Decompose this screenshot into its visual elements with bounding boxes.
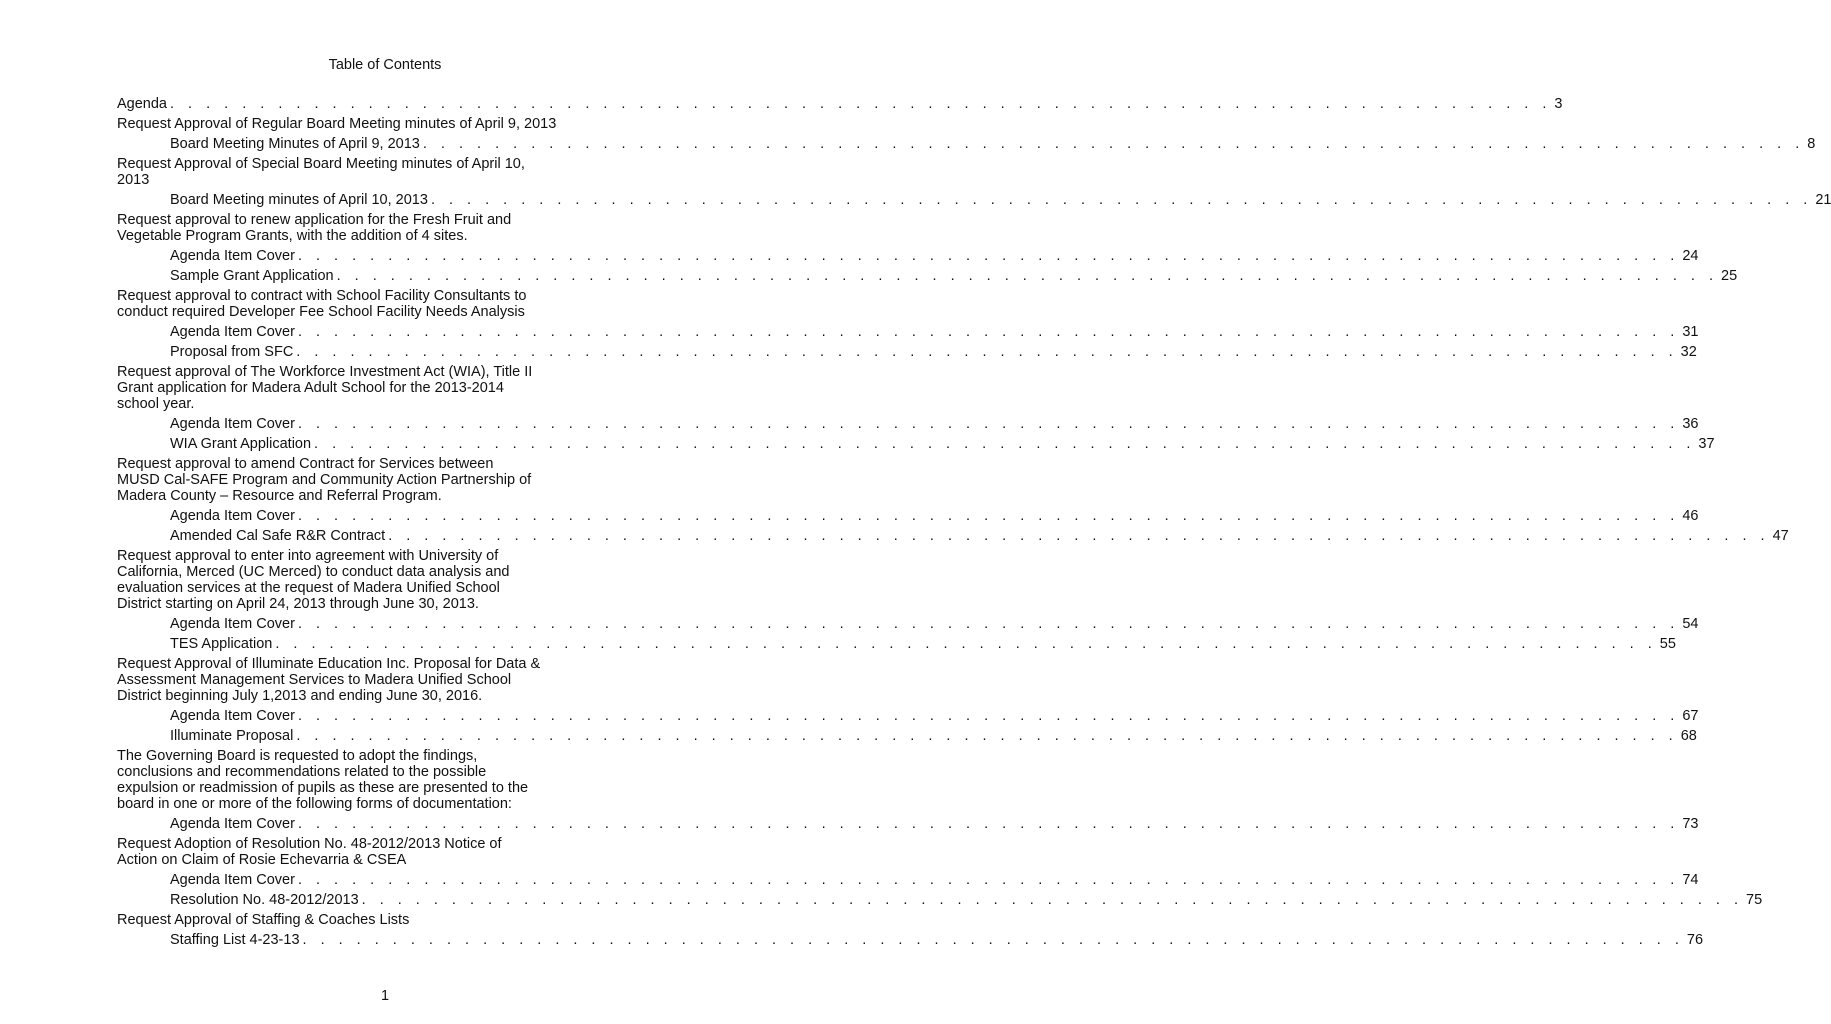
toc-entry-label: Board Meeting minutes of April 10, 2013 [170, 192, 428, 208]
toc-page-number: 32 [1680, 344, 1697, 360]
toc-entry-label: Illuminate Proposal [170, 728, 294, 744]
toc-entry[interactable] [117, 248, 1699, 264]
toc-page-number: 37 [1698, 436, 1715, 452]
dot-leader: . . . . . . . . . . . . . . . . . . . . . . . . . . . . . . . . . . . . . . . . . . . . . . . . . . . . . . . . . . . . . . . . . . . . . . . . . . . . . [336, 268, 1718, 284]
toc-page-number: 24 [1682, 248, 1699, 264]
toc-entry[interactable] [117, 508, 1699, 524]
dot-leader: . . . . . . . . . . . . . . . . . . . . . . . . . . . . . . . . . . . . . . . . . . . . . . . . . . . . . . . . . . . . . . . . . . . . . . . . . . . . . [297, 708, 1680, 724]
toc-section-heading: Request Adoption of Resolution No. 48-2012/2013 Notice of Action on Claim of Rosie Echevarria & CSEA [117, 836, 502, 868]
toc-section-heading: Request approval to enter into agreement with University of California, Merced (UC Merced) to conduct data analysis and evaluation services at the request of Madera Unified School District starting on April 24, 2013 through June 30, 2013. [117, 548, 510, 612]
toc-entry[interactable] [117, 892, 1763, 908]
toc-section-heading: Request Approval of Special Board Meeting minutes of April 10, 2013 [117, 156, 525, 188]
dot-leader: . . . . . . . . . . . . . . . . . . . . . . . . . . . . . . . . . . . . . . . . . . . . . . . . . . . . . . . . . . . . . . . . . . . . . . . . . . . . . [314, 436, 1696, 452]
toc-entry[interactable] [117, 344, 1697, 360]
toc-page-number: 55 [1659, 636, 1676, 652]
toc-entry-label: Board Meeting Minutes of April 9, 2013 [170, 136, 420, 152]
toc-entry-label: Agenda Item Cover [170, 416, 295, 432]
toc-page-number: 75 [1746, 892, 1763, 908]
toc-entry-label: WIA Grant Application [170, 436, 312, 452]
dot-leader: . . . . . . . . . . . . . . . . . . . . . . . . . . . . . . . . . . . . . . . . . . . . . . . . . . . . . . . . . . . . . . . . . . . . . . . . . . . . . [297, 872, 1680, 888]
toc-entry-label: Agenda Item Cover [170, 816, 295, 832]
dot-leader: . . . . . . . . . . . . . . . . . . . . . . . . . . . . . . . . . . . . . . . . . . . . . . . . . . . . . . . . . . . . . . . . . . . . . . . . . . . . . [297, 324, 1680, 340]
toc-section-heading: Request Approval of Illuminate Education Inc. Proposal for Data & Assessment Management Services to Madera Unified School District beginning July 1,2013 and ending June 30, 2016. [117, 656, 541, 704]
toc-page-number: 76 [1686, 932, 1704, 948]
toc-section-heading: The Governing Board is requested to adopt the findings, conclusions and recommendations related to the possible expulsion or readmission of pupils as these are presented to the board in one or more of the following forms of documentation: [117, 748, 529, 812]
toc-entry-label: Agenda Item Cover [170, 616, 295, 632]
toc-entry-label: Agenda [117, 96, 167, 112]
toc-entry[interactable] [117, 528, 1789, 544]
dot-leader: . . . . . . . . . . . . . . . . . . . . . . . . . . . . . . . . . . . . . . . . . . . . . . . . . . . . . . . . . . . . . . . . . . . . . . . . . . . . . [297, 248, 1680, 264]
page-title: Table of Contents [328, 57, 442, 73]
toc-entry[interactable] [117, 616, 1699, 632]
toc-entry[interactable] [117, 872, 1699, 888]
toc-entry-label: Proposal from SFC [170, 344, 294, 360]
toc-entry[interactable] [117, 636, 1676, 652]
toc-entry[interactable] [117, 708, 1699, 724]
toc-page-number: 73 [1682, 816, 1699, 832]
toc-page-number: 21 [1815, 192, 1831, 208]
toc-entry-label: Agenda Item Cover [170, 324, 295, 340]
dot-leader: . . . . . . . . . . . . . . . . . . . . . . . . . . . . . . . . . . . . . . . . . . . . . . . . . . . . . . . . . . . . . . . . . . . . . . . . . . . . . [170, 96, 1552, 112]
toc-entry-label: TES Application [170, 636, 273, 652]
toc-entry[interactable] [117, 324, 1699, 340]
dot-leader: . . . . . . . . . . . . . . . . . . . . . . . . . . . . . . . . . . . . . . . . . . . . . . . . . . . . . . . . . . . . . . . . . . . . . . . . . . . . . [297, 508, 1680, 524]
toc-page-number: 54 [1682, 616, 1699, 632]
toc-entry-label: Sample Grant Application [170, 268, 334, 284]
table-of-contents [117, 96, 1831, 948]
page-number: 1 [380, 988, 390, 1004]
toc-section-heading: Request approval to contract with School Facility Consultants to conduct required Developer Fee School Facility Needs Analysis [117, 288, 527, 320]
dot-leader: . . . . . . . . . . . . . . . . . . . . . . . . . . . . . . . . . . . . . . . . . . . . . . . . . . . . . . . . . . . . . . . . . . . . . . . . . . . . . [297, 816, 1680, 832]
dot-leader: . . . . . . . . . . . . . . . . . . . . . . . . . . . . . . . . . . . . . . . . . . . . . . . . . . . . . . . . . . . . . . . . . . . . . . . . . . . . . [296, 344, 1678, 360]
toc-section-heading: Request approval of The Workforce Investment Act (WIA), Title II Grant application for Madera Adult School for the 2013-2014 school year. [117, 364, 533, 412]
toc-entry[interactable] [117, 192, 1831, 208]
toc-page-number: 3 [1554, 96, 1563, 112]
dot-leader: . . . . . . . . . . . . . . . . . . . . . . . . . . . . . . . . . . . . . . . . . . . . . . . . . . . . . . . . . . . . . . . . . . . . . . . . . . . . . [297, 416, 1680, 432]
toc-page-number: 67 [1682, 708, 1699, 724]
dot-leader: . . . . . . . . . . . . . . . . . . . . . . . . . . . . . . . . . . . . . . . . . . . . . . . . . . . . . . . . . . . . . . . . . . . . . . . . . . . . . [361, 892, 1744, 908]
dot-leader: . . . . . . . . . . . . . . . . . . . . . . . . . . . . . . . . . . . . . . . . . . . . . . . . . . . . . . . . . . . . . . . . . . . . . . . . . . . . . [275, 636, 1657, 652]
toc-page-number: 46 [1682, 508, 1699, 524]
dot-leader: . . . . . . . . . . . . . . . . . . . . . . . . . . . . . . . . . . . . . . . . . . . . . . . . . . . . . . . . . . . . . . . . . . . . . . . . . . . . . [296, 728, 1678, 744]
toc-entry[interactable] [117, 416, 1699, 432]
toc-page-number: 8 [1807, 136, 1816, 152]
dot-leader: . . . . . . . . . . . . . . . . . . . . . . . . . . . . . . . . . . . . . . . . . . . . . . . . . . . . . . . . . . . . . . . . . . . . . . . . . . . . . [430, 192, 1813, 208]
dot-leader: . . . . . . . . . . . . . . . . . . . . . . . . . . . . . . . . . . . . . . . . . . . . . . . . . . . . . . . . . . . . . . . . . . . . . . . . . . . . . [388, 528, 1770, 544]
toc-entry-label: Agenda Item Cover [170, 508, 295, 524]
toc-entry[interactable] [117, 816, 1699, 832]
toc-entry-agenda[interactable] [117, 96, 1563, 112]
dot-leader: . . . . . . . . . . . . . . . . . . . . . . . . . . . . . . . . . . . . . . . . . . . . . . . . . . . . . . . . . . . . . . . . . . . . . . . . . . . . . [302, 932, 1684, 948]
toc-entry-label: Amended Cal Safe R&R Contract [170, 528, 386, 544]
dot-leader: . . . . . . . . . . . . . . . . . . . . . . . . . . . . . . . . . . . . . . . . . . . . . . . . . . . . . . . . . . . . . . . . . . . . . . . . . . . . . [297, 616, 1680, 632]
toc-entry[interactable] [117, 136, 1816, 152]
toc-entry-label: Resolution No. 48-2012/2013 [170, 892, 359, 908]
toc-section-heading: Request Approval of Staffing & Coaches Lists [117, 912, 410, 928]
toc-section-heading: Request approval to renew application for the Fresh Fruit and Vegetable Program Grants, with the addition of 4 sites. [117, 212, 512, 244]
toc-page-number: 36 [1682, 416, 1699, 432]
toc-entry-label: Agenda Item Cover [170, 708, 295, 724]
toc-section-heading: Request approval to amend Contract for Services between MUSD Cal-SAFE Program and Community Action Partnership of Madera County – Resource and Referral Program. [117, 456, 532, 504]
toc-section-heading: Request Approval of Regular Board Meeting minutes of April 9, 2013 [117, 116, 557, 132]
toc-entry-label: Agenda Item Cover [170, 248, 295, 264]
toc-entry[interactable] [117, 932, 1704, 948]
toc-page-number: 74 [1682, 872, 1699, 888]
toc-entry-label: Agenda Item Cover [170, 872, 295, 888]
dot-leader: . . . . . . . . . . . . . . . . . . . . . . . . . . . . . . . . . . . . . . . . . . . . . . . . . . . . . . . . . . . . . . . . . . . . . . . . . . . . . [422, 136, 1805, 152]
toc-page-number: 68 [1680, 728, 1697, 744]
toc-entry[interactable] [117, 728, 1697, 744]
toc-page-number: 25 [1721, 268, 1738, 284]
toc-page-number: 47 [1772, 528, 1789, 544]
toc-entry[interactable] [117, 436, 1715, 452]
toc-entry-label: Staffing List 4-23-13 [170, 932, 300, 948]
toc-entry[interactable] [117, 268, 1738, 284]
toc-page-number: 31 [1682, 324, 1699, 340]
